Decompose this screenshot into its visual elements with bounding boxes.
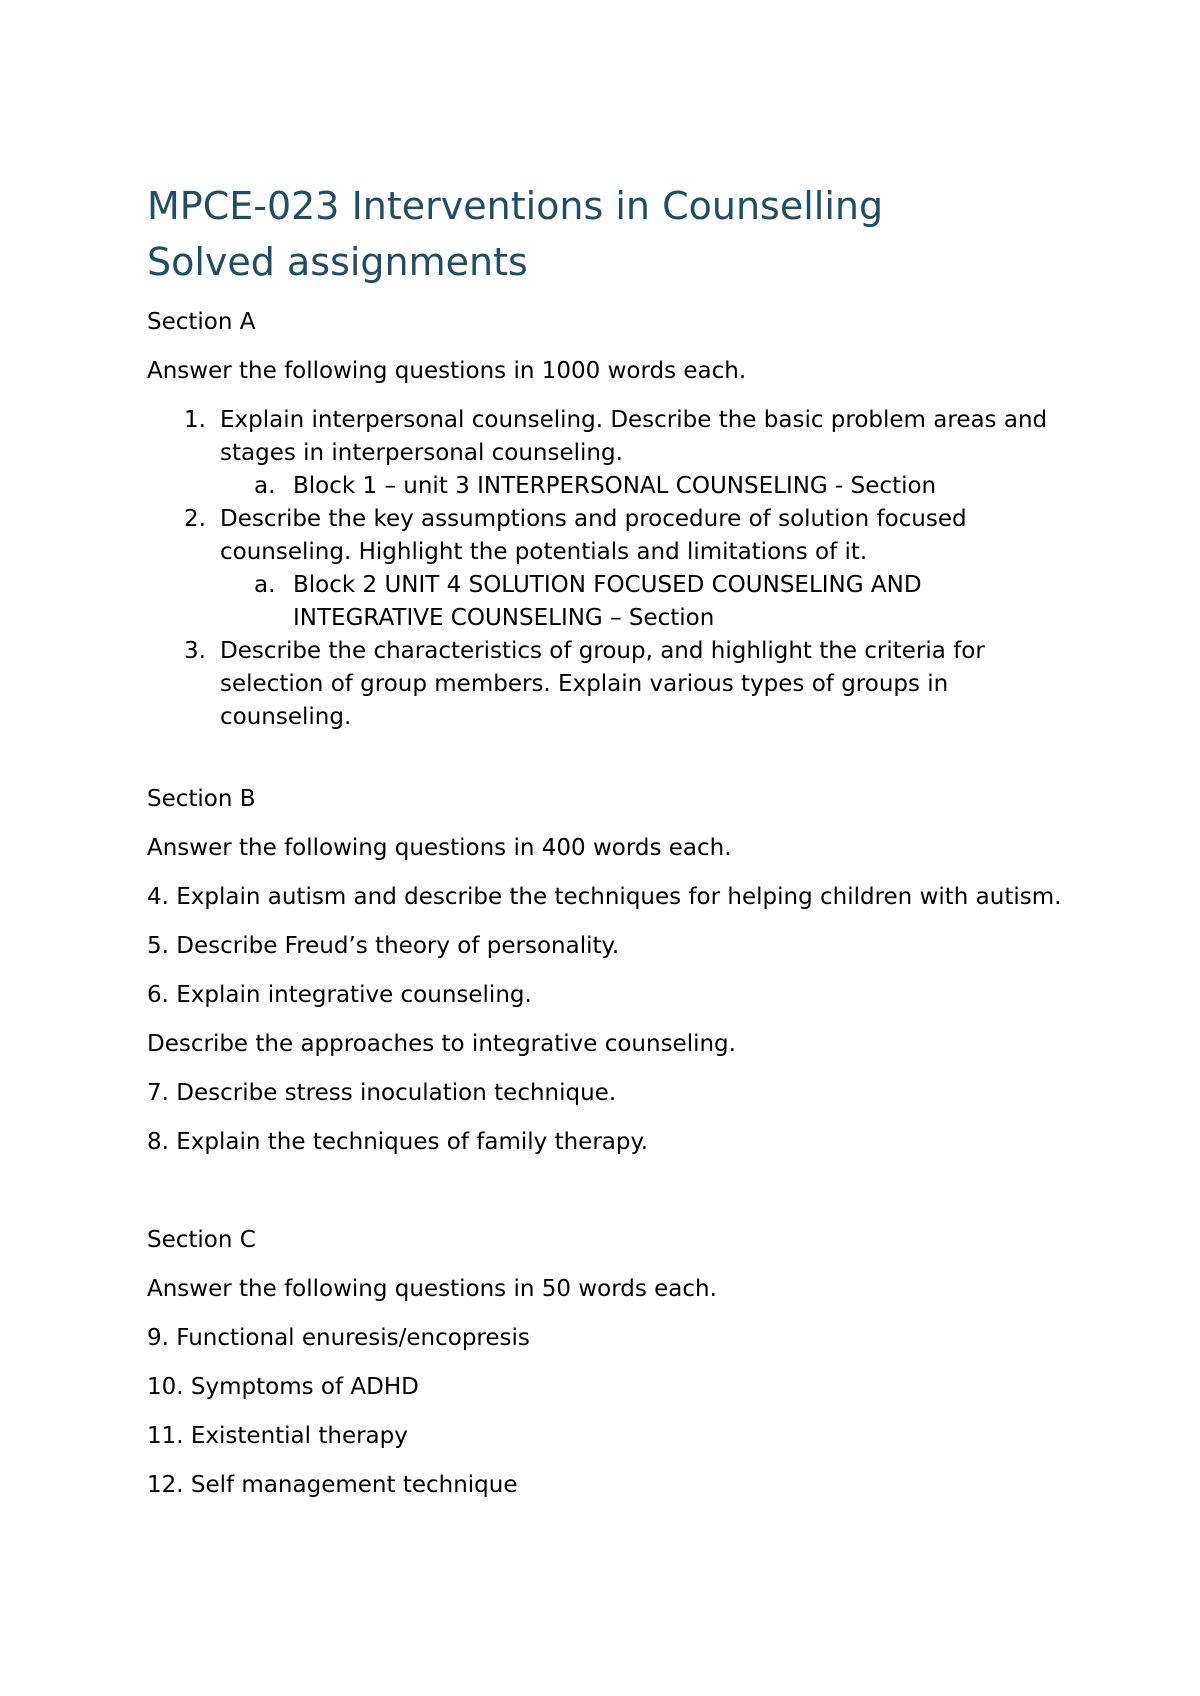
spacer xyxy=(147,1175,1067,1224)
title-line-2: Solved assignments xyxy=(147,240,528,284)
section-c-instruction: Answer the following questions in 50 words each. xyxy=(147,1276,717,1302)
question-8: 8. Explain the techniques of family therapy. xyxy=(147,1129,649,1155)
question-1-reference xyxy=(147,470,1067,503)
question-2-reference xyxy=(147,569,1067,635)
question-1-text: Explain interpersonal counseling. Describe the basic problem areas and stages in interpersonal counseling. xyxy=(220,407,1048,466)
question-2-reference-text: Block 2 UNIT 4 SOLUTION FOCUSED COUNSELING AND INTEGRATIVE COUNSELING – Section xyxy=(293,572,922,631)
question-1-reference-letter: a. xyxy=(254,473,276,499)
section-b-heading: Section B xyxy=(147,786,256,812)
question-5: 5. Describe Freud’s theory of personality. xyxy=(147,933,620,959)
question-4: 4. Explain autism and describe the techniques for helping children with autism. xyxy=(147,884,1062,910)
question-11: 11. Existential therapy xyxy=(147,1423,408,1449)
document-page xyxy=(147,178,1067,1518)
spacer xyxy=(147,734,1067,783)
title-line-1: MPCE-023 Interventions in Counselling xyxy=(147,184,884,228)
question-2 xyxy=(147,503,1067,635)
question-2-reference-letter: a. xyxy=(254,572,276,598)
document-title xyxy=(147,178,1067,290)
section-a-heading: Section A xyxy=(147,309,256,335)
question-7: 7. Describe stress inoculation technique. xyxy=(147,1080,617,1106)
question-1 xyxy=(147,404,1067,503)
question-12: 12. Self management technique xyxy=(147,1472,518,1498)
question-6-continuation: Describe the approaches to integrative counseling. xyxy=(147,1031,736,1057)
question-1-reference-text: Block 1 – unit 3 INTERPERSONAL COUNSELING - Section xyxy=(293,473,937,499)
question-10: 10. Symptoms of ADHD xyxy=(147,1374,419,1400)
question-2-text: Describe the key assumptions and procedure of solution focused counseling. Highlight the potentials and limitations of it. xyxy=(220,506,967,565)
question-3-text: Describe the characteristics of group, and highlight the criteria for selection of group members. Explain various types of groups in counseling. xyxy=(220,638,985,730)
section-b-instruction: Answer the following questions in 400 words each. xyxy=(147,835,732,861)
question-2-number: 2. xyxy=(184,506,206,532)
question-9: 9. Functional enuresis/encopresis xyxy=(147,1325,530,1351)
section-a-instruction: Answer the following questions in 1000 words each. xyxy=(147,358,747,384)
section-a-question-list xyxy=(147,404,1067,734)
section-c-heading: Section C xyxy=(147,1227,256,1253)
question-3-number: 3. xyxy=(184,638,206,664)
question-1-number: 1. xyxy=(184,407,206,433)
question-6: 6. Explain integrative counseling. xyxy=(147,982,532,1008)
question-3 xyxy=(147,635,1067,734)
